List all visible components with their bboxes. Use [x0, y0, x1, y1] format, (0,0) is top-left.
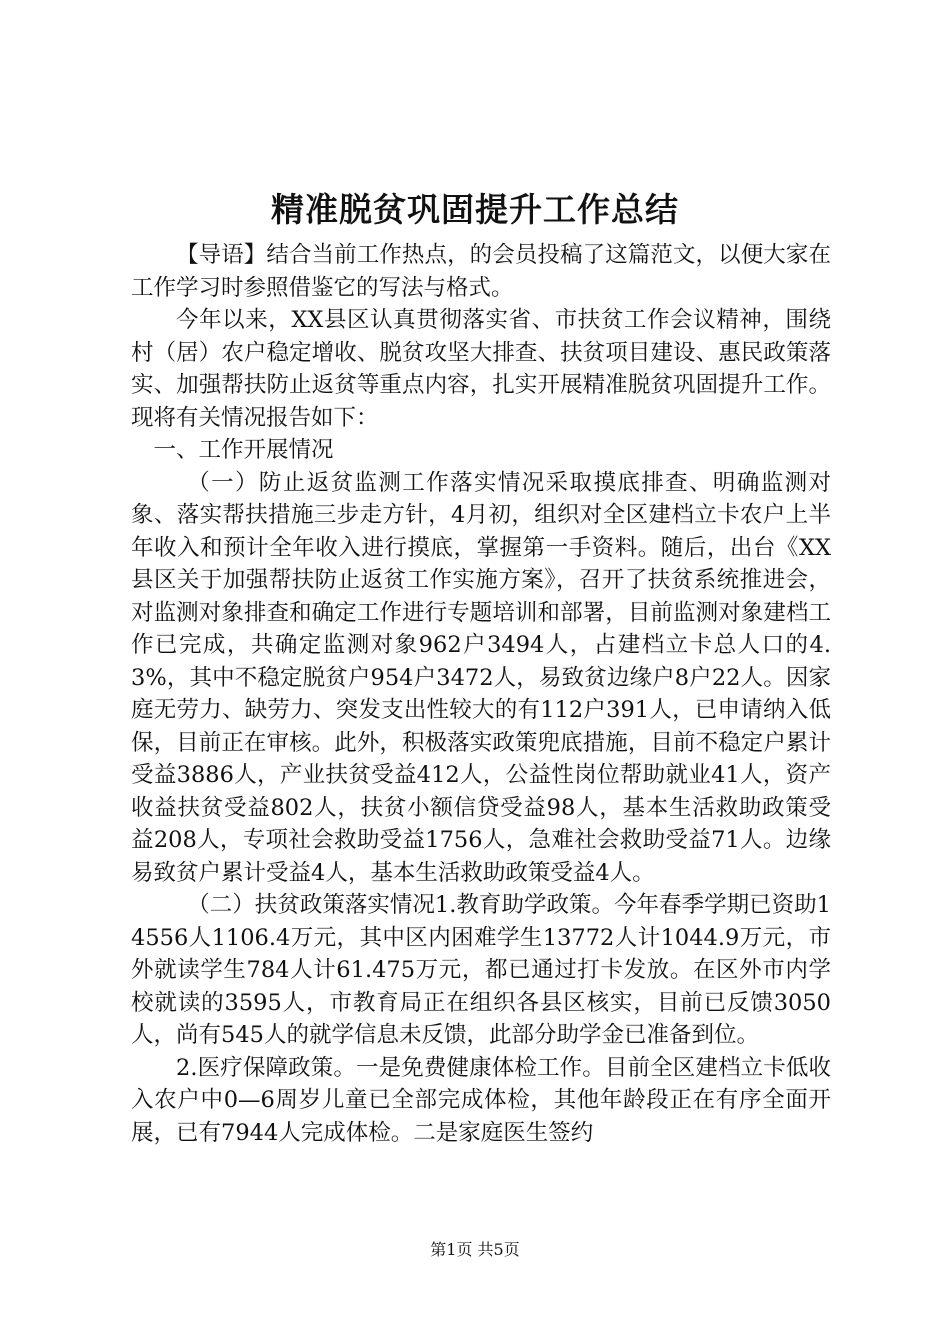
- intro-paragraph: 【导语】结合当前工作热点，的会员投稿了这篇范文，以便大家在工作学习时参照借鉴它的写法与格式。: [131, 242, 831, 301]
- overview-paragraph: 今年以来，XX县区认真贯彻落实省、市扶贫工作会议精神，围绕村（居）农户稳定增收、脱贫攻坚大排查、扶贫项目建设、惠民政策落实、加强帮扶防止返贫等重点内容，扎实开展精准脱贫巩固提升工作。现将有关情况报告如下：: [131, 307, 831, 431]
- page-footer: 第1页 共5页: [430, 1240, 520, 1259]
- monitoring-paragraph: （一）防止返贫监测工作落实情况采取摸底排查、明确监测对象、落实帮扶措施三步走方针，4月初，组织对全区建档立卡农户上半年收入和预计全年收入进行摸底，掌握第一手资料。随后，出台《XX县区关于加强帮扶防止返贫工作实施方案》，召开了扶贫系统推进会，对监测对象排查和确定工作进行专题培训和部署，目前监测对象建档工作已完成，共确定监测对象962户3494人，占建档立卡总人口的4.3%，其中不稳定脱贫户954户3472人，易致贫边缘户8户22人。因家庭无劳力、缺劳力、突发支出性较大的有112户391人，已申请纳入低保，目前正在审核。此外，积极落实政策兜底措施，目前不稳定户累计受益3886人，产业扶贫受益412人，公益性岗位帮助就业41人，资产收益扶贫受益802人，扶贫小额信贷受益98人，基本生活救助政策受益208人，专项社会救助受益1756人，急难社会救助受益71人。边缘易致贫户累计受益4人，基本生活救助政策受益4人。: [131, 469, 831, 886]
- policy-paragraph: （二）扶贫政策落实情况1.教育助学政策。今年春季学期已资助14556人1106.4万元，其中区内困难学生13772人计1044.9万元，市外就读学生784人计61.475万元，都已通过打卡发放。在区外市内学校就读的3595人，市教育局正在组织各县区核实，目前已反馈3050人，尚有545人的就学信息未反馈，此部分助学金已准备到位。: [131, 892, 831, 1048]
- document-body: [131, 239, 831, 1149]
- medical-paragraph: 2.医疗保障政策。一是免费健康体检工作。目前全区建档立卡低收入农户中0—6周岁儿童已全部完成体检，其他年龄段正在有序全面开展，已有7944人完成体检。二是家庭医生签约: [131, 1054, 831, 1146]
- document-title: 精准脱贫巩固提升工作总结: [271, 190, 679, 229]
- section-heading: 一、工作开展情况: [153, 437, 334, 463]
